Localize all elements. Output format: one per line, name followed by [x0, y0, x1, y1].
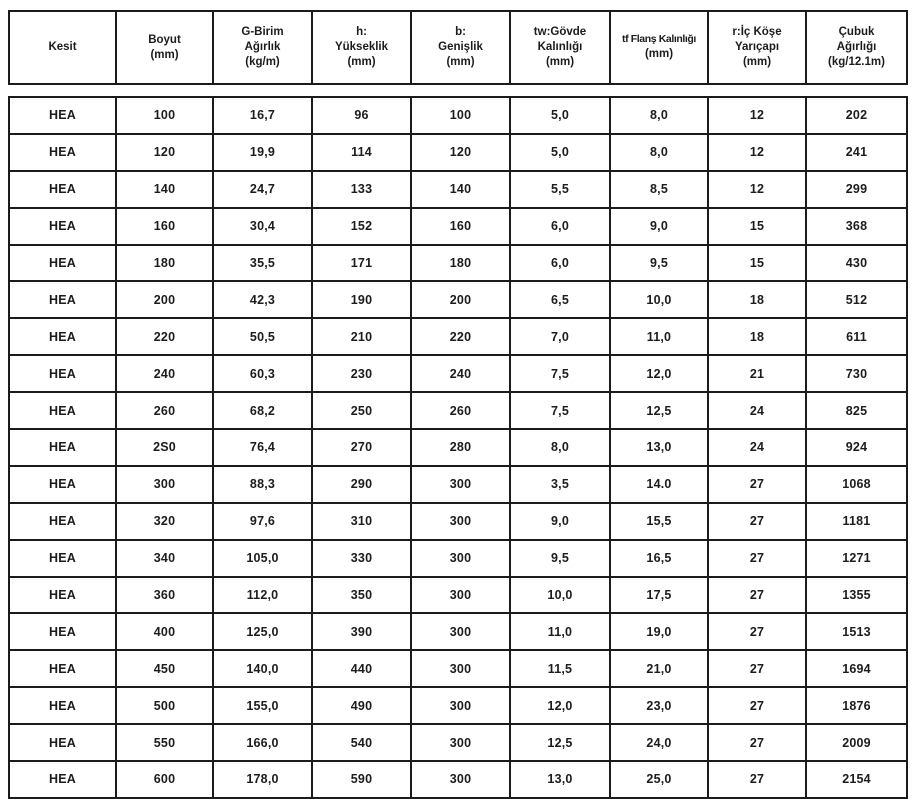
table-cell-g-birim-agirlik: 30,4 — [213, 208, 312, 245]
table-cell-boyut: 550 — [116, 724, 213, 761]
table-cell-g-birim-agirlik: 105,0 — [213, 540, 312, 577]
column-header-tf-flans-kalinligi — [610, 11, 708, 84]
table-cell-h-yukseklik: 96 — [312, 97, 411, 134]
table-row — [9, 392, 907, 429]
column-header-line: (mm) — [644, 47, 674, 60]
column-header-line: tw:Gövde — [533, 26, 587, 39]
table-cell-cubuk-agirligi: 1068 — [806, 466, 907, 503]
table-cell-cubuk-agirligi: 924 — [806, 429, 907, 466]
table-cell-g-birim-agirlik: 68,2 — [213, 392, 312, 429]
table-cell-g-birim-agirlik: 60,3 — [213, 355, 312, 392]
table-cell-r-ic-kose-yaricapi: 24 — [708, 392, 806, 429]
table-cell-tw-govde-kalinligi: 7,5 — [510, 355, 610, 392]
data-table-body — [9, 97, 907, 798]
column-header-h-yukseklik — [312, 11, 411, 84]
column-header-line: Ağırlığı — [836, 41, 877, 54]
table-row — [9, 134, 907, 171]
column-header-line: G-Birim — [241, 26, 284, 39]
table-cell-kesit: HEA — [9, 761, 116, 798]
table-cell-boyut: 260 — [116, 392, 213, 429]
column-header-line: Genişlik — [438, 41, 483, 54]
table-cell-tf-flans-kalinligi: 12,5 — [610, 392, 708, 429]
table-cell-tw-govde-kalinligi: 6,0 — [510, 208, 610, 245]
table-cell-tf-flans-kalinligi: 24,0 — [610, 724, 708, 761]
table-cell-cubuk-agirligi: 202 — [806, 97, 907, 134]
table-cell-h-yukseklik: 490 — [312, 687, 411, 724]
table-row — [9, 171, 907, 208]
table-cell-tf-flans-kalinligi: 8,0 — [610, 134, 708, 171]
table-row — [9, 503, 907, 540]
column-header-b-genislik — [411, 11, 510, 84]
table-cell-g-birim-agirlik: 88,3 — [213, 466, 312, 503]
table-cell-r-ic-kose-yaricapi: 27 — [708, 687, 806, 724]
table-cell-b-genislik: 240 — [411, 355, 510, 392]
table-cell-g-birim-agirlik: 42,3 — [213, 281, 312, 318]
table-cell-b-genislik: 300 — [411, 687, 510, 724]
table-cell-g-birim-agirlik: 35,5 — [213, 245, 312, 282]
table-cell-r-ic-kose-yaricapi: 12 — [708, 134, 806, 171]
table-cell-boyut: 200 — [116, 281, 213, 318]
column-header-line: Yükseklik — [334, 41, 389, 54]
table-row — [9, 687, 907, 724]
column-header-line: h: — [356, 26, 367, 39]
table-cell-kesit: HEA — [9, 577, 116, 614]
column-header-line: (kg/m) — [245, 55, 280, 68]
table-row — [9, 577, 907, 614]
table-cell-tf-flans-kalinligi: 9,0 — [610, 208, 708, 245]
table-cell-cubuk-agirligi: 2009 — [806, 724, 907, 761]
table-cell-tw-govde-kalinligi: 7,0 — [510, 318, 610, 355]
column-header-line: Yarıçapı — [734, 41, 780, 54]
table-cell-r-ic-kose-yaricapi: 27 — [708, 724, 806, 761]
table-cell-cubuk-agirligi: 1513 — [806, 613, 907, 650]
table-row — [9, 355, 907, 392]
table-cell-cubuk-agirligi: 1694 — [806, 650, 907, 687]
table-cell-h-yukseklik: 250 — [312, 392, 411, 429]
column-header-tw-govde-kalinligi — [510, 11, 610, 84]
table-row — [9, 208, 907, 245]
table-cell-b-genislik: 300 — [411, 761, 510, 798]
table-cell-tf-flans-kalinligi: 19,0 — [610, 613, 708, 650]
table-cell-g-birim-agirlik: 50,5 — [213, 318, 312, 355]
table-cell-h-yukseklik: 210 — [312, 318, 411, 355]
table-row — [9, 97, 907, 134]
table-cell-b-genislik: 300 — [411, 577, 510, 614]
table-cell-kesit: HEA — [9, 613, 116, 650]
column-header-line: (kg/12.1m) — [828, 55, 885, 68]
table-cell-tf-flans-kalinligi: 17,5 — [610, 577, 708, 614]
table-cell-boyut: 100 — [116, 97, 213, 134]
column-header-line: r:İç Köşe — [732, 26, 782, 39]
table-cell-kesit: HEA — [9, 466, 116, 503]
table-cell-tf-flans-kalinligi: 21,0 — [610, 650, 708, 687]
column-header-line: Kalınlığı — [537, 41, 583, 54]
table-cell-g-birim-agirlik: 19,9 — [213, 134, 312, 171]
table-cell-cubuk-agirligi: 368 — [806, 208, 907, 245]
column-header-line: tf Flanş Kalınlığı — [622, 33, 696, 46]
table-cell-b-genislik: 300 — [411, 650, 510, 687]
table-cell-b-genislik: 160 — [411, 208, 510, 245]
table-cell-cubuk-agirligi: 241 — [806, 134, 907, 171]
table-cell-cubuk-agirligi: 1876 — [806, 687, 907, 724]
table-cell-h-yukseklik: 133 — [312, 171, 411, 208]
column-header-line: Boyut — [148, 33, 181, 46]
table-cell-tw-govde-kalinligi: 12,5 — [510, 724, 610, 761]
table-cell-boyut: 400 — [116, 613, 213, 650]
table-cell-cubuk-agirligi: 2154 — [806, 761, 907, 798]
table-cell-b-genislik: 140 — [411, 171, 510, 208]
table-cell-boyut: 180 — [116, 245, 213, 282]
data-table — [8, 96, 908, 799]
table-cell-tw-govde-kalinligi: 7,5 — [510, 392, 610, 429]
table-cell-boyut: 140 — [116, 171, 213, 208]
table-cell-boyut: 240 — [116, 355, 213, 392]
table-row — [9, 466, 907, 503]
table-cell-b-genislik: 300 — [411, 613, 510, 650]
table-cell-kesit: HEA — [9, 355, 116, 392]
table-row — [9, 724, 907, 761]
table-cell-kesit: HEA — [9, 208, 116, 245]
table-cell-tw-govde-kalinligi: 10,0 — [510, 577, 610, 614]
table-cell-tf-flans-kalinligi: 12,0 — [610, 355, 708, 392]
table-cell-boyut: 2S0 — [116, 429, 213, 466]
header-table — [8, 10, 908, 85]
table-cell-tf-flans-kalinligi: 13,0 — [610, 429, 708, 466]
table-cell-tf-flans-kalinligi: 25,0 — [610, 761, 708, 798]
table-cell-g-birim-agirlik: 24,7 — [213, 171, 312, 208]
column-header-line: (mm) — [742, 55, 772, 68]
table-cell-cubuk-agirligi: 299 — [806, 171, 907, 208]
table-cell-g-birim-agirlik: 166,0 — [213, 724, 312, 761]
table-cell-boyut: 450 — [116, 650, 213, 687]
table-cell-tf-flans-kalinligi: 15,5 — [610, 503, 708, 540]
table-cell-tf-flans-kalinligi: 14.0 — [610, 466, 708, 503]
table-cell-h-yukseklik: 540 — [312, 724, 411, 761]
table-cell-b-genislik: 300 — [411, 466, 510, 503]
table-cell-r-ic-kose-yaricapi: 27 — [708, 503, 806, 540]
table-cell-h-yukseklik: 230 — [312, 355, 411, 392]
table-cell-boyut: 120 — [116, 134, 213, 171]
table-row — [9, 613, 907, 650]
table-cell-r-ic-kose-yaricapi: 27 — [708, 613, 806, 650]
table-cell-r-ic-kose-yaricapi: 18 — [708, 281, 806, 318]
column-header-line: (mm) — [545, 55, 575, 68]
table-cell-h-yukseklik: 350 — [312, 577, 411, 614]
table-cell-b-genislik: 300 — [411, 540, 510, 577]
table-cell-tw-govde-kalinligi: 12,0 — [510, 687, 610, 724]
table-cell-g-birim-agirlik: 76,4 — [213, 429, 312, 466]
table-cell-boyut: 340 — [116, 540, 213, 577]
table-cell-kesit: HEA — [9, 134, 116, 171]
table-cell-h-yukseklik: 330 — [312, 540, 411, 577]
table-cell-cubuk-agirligi: 730 — [806, 355, 907, 392]
table-cell-h-yukseklik: 390 — [312, 613, 411, 650]
table-cell-boyut: 500 — [116, 687, 213, 724]
table-row — [9, 429, 907, 466]
table-cell-r-ic-kose-yaricapi: 18 — [708, 318, 806, 355]
table-cell-kesit: HEA — [9, 503, 116, 540]
table-cell-b-genislik: 100 — [411, 97, 510, 134]
table-cell-tw-govde-kalinligi: 3,5 — [510, 466, 610, 503]
table-cell-boyut: 300 — [116, 466, 213, 503]
column-header-line: Kesit — [48, 41, 77, 54]
table-cell-r-ic-kose-yaricapi: 27 — [708, 761, 806, 798]
table-cell-r-ic-kose-yaricapi: 27 — [708, 466, 806, 503]
table-cell-r-ic-kose-yaricapi: 12 — [708, 97, 806, 134]
table-cell-tf-flans-kalinligi: 23,0 — [610, 687, 708, 724]
table-cell-kesit: HEA — [9, 318, 116, 355]
table-cell-kesit: HEA — [9, 429, 116, 466]
table-cell-kesit: HEA — [9, 392, 116, 429]
table-cell-h-yukseklik: 590 — [312, 761, 411, 798]
column-header-line: b: — [455, 26, 466, 39]
table-cell-kesit: HEA — [9, 687, 116, 724]
table-cell-r-ic-kose-yaricapi: 27 — [708, 540, 806, 577]
table-row — [9, 318, 907, 355]
table-cell-tw-govde-kalinligi: 5,5 — [510, 171, 610, 208]
table-cell-h-yukseklik: 190 — [312, 281, 411, 318]
table-cell-g-birim-agirlik: 16,7 — [213, 97, 312, 134]
table-cell-cubuk-agirligi: 1271 — [806, 540, 907, 577]
column-header-g-birim-agirlik — [213, 11, 312, 84]
table-cell-kesit: HEA — [9, 281, 116, 318]
table-cell-cubuk-agirligi: 611 — [806, 318, 907, 355]
column-header-cubuk-agirligi — [806, 11, 907, 84]
table-cell-kesit: HEA — [9, 245, 116, 282]
column-header-kesit — [9, 11, 116, 84]
table-cell-tw-govde-kalinligi: 13,0 — [510, 761, 610, 798]
column-header-line: (mm) — [446, 55, 475, 68]
table-row — [9, 245, 907, 282]
table-cell-b-genislik: 120 — [411, 134, 510, 171]
table-cell-r-ic-kose-yaricapi: 15 — [708, 208, 806, 245]
header-row — [9, 11, 907, 84]
table-cell-boyut: 600 — [116, 761, 213, 798]
table-cell-tf-flans-kalinligi: 16,5 — [610, 540, 708, 577]
table-cell-cubuk-agirligi: 512 — [806, 281, 907, 318]
table-row — [9, 540, 907, 577]
table-row — [9, 281, 907, 318]
table-cell-h-yukseklik: 152 — [312, 208, 411, 245]
table-cell-tw-govde-kalinligi: 5,0 — [510, 97, 610, 134]
table-cell-tf-flans-kalinligi: 11,0 — [610, 318, 708, 355]
table-cell-b-genislik: 260 — [411, 392, 510, 429]
table-cell-r-ic-kose-yaricapi: 27 — [708, 577, 806, 614]
table-cell-h-yukseklik: 440 — [312, 650, 411, 687]
table-cell-boyut: 320 — [116, 503, 213, 540]
table-cell-cubuk-agirligi: 1181 — [806, 503, 907, 540]
table-cell-h-yukseklik: 270 — [312, 429, 411, 466]
table-cell-tf-flans-kalinligi: 9,5 — [610, 245, 708, 282]
table-cell-cubuk-agirligi: 1355 — [806, 577, 907, 614]
table-cell-tf-flans-kalinligi: 8,0 — [610, 97, 708, 134]
table-cell-tw-govde-kalinligi: 6,0 — [510, 245, 610, 282]
table-cell-g-birim-agirlik: 125,0 — [213, 613, 312, 650]
table-cell-g-birim-agirlik: 178,0 — [213, 761, 312, 798]
table-cell-cubuk-agirligi: 430 — [806, 245, 907, 282]
table-cell-h-yukseklik: 310 — [312, 503, 411, 540]
table-cell-g-birim-agirlik: 97,6 — [213, 503, 312, 540]
table-cell-tw-govde-kalinligi: 11,5 — [510, 650, 610, 687]
table-cell-b-genislik: 280 — [411, 429, 510, 466]
table-cell-kesit: HEA — [9, 724, 116, 761]
table-cell-tw-govde-kalinligi: 5,0 — [510, 134, 610, 171]
column-header-line: (mm) — [150, 48, 179, 61]
column-header-line: Ağırlık — [244, 41, 281, 54]
table-row — [9, 761, 907, 798]
table-cell-tf-flans-kalinligi: 8,5 — [610, 171, 708, 208]
table-cell-b-genislik: 300 — [411, 724, 510, 761]
table-cell-r-ic-kose-yaricapi: 12 — [708, 171, 806, 208]
table-cell-boyut: 360 — [116, 577, 213, 614]
table-cell-boyut: 160 — [116, 208, 213, 245]
table-cell-kesit: HEA — [9, 171, 116, 208]
table-cell-kesit: HEA — [9, 97, 116, 134]
table-cell-tw-govde-kalinligi: 8,0 — [510, 429, 610, 466]
table-cell-r-ic-kose-yaricapi: 21 — [708, 355, 806, 392]
table-row — [9, 650, 907, 687]
table-cell-h-yukseklik: 171 — [312, 245, 411, 282]
table-cell-tf-flans-kalinligi: 10,0 — [610, 281, 708, 318]
table-cell-r-ic-kose-yaricapi: 27 — [708, 650, 806, 687]
column-header-r-ic-kose-yaricapi — [708, 11, 806, 84]
table-cell-b-genislik: 180 — [411, 245, 510, 282]
table-cell-h-yukseklik: 290 — [312, 466, 411, 503]
table-cell-cubuk-agirligi: 825 — [806, 392, 907, 429]
table-cell-kesit: HEA — [9, 650, 116, 687]
table-cell-tw-govde-kalinligi: 9,0 — [510, 503, 610, 540]
column-header-line: Çubuk — [838, 26, 875, 39]
table-cell-b-genislik: 220 — [411, 318, 510, 355]
table-cell-tw-govde-kalinligi: 11,0 — [510, 613, 610, 650]
table-cell-g-birim-agirlik: 140,0 — [213, 650, 312, 687]
table-cell-b-genislik: 300 — [411, 503, 510, 540]
table-cell-b-genislik: 200 — [411, 281, 510, 318]
table-cell-tw-govde-kalinligi: 9,5 — [510, 540, 610, 577]
table-cell-tw-govde-kalinligi: 6,5 — [510, 281, 610, 318]
header-body-gap — [8, 85, 906, 96]
table-cell-g-birim-agirlik: 112,0 — [213, 577, 312, 614]
table-cell-h-yukseklik: 114 — [312, 134, 411, 171]
table-cell-r-ic-kose-yaricapi: 15 — [708, 245, 806, 282]
table-cell-kesit: HEA — [9, 540, 116, 577]
table-cell-r-ic-kose-yaricapi: 24 — [708, 429, 806, 466]
table-cell-g-birim-agirlik: 155,0 — [213, 687, 312, 724]
table-cell-boyut: 220 — [116, 318, 213, 355]
column-header-line: (mm) — [347, 55, 376, 68]
column-header-boyut — [116, 11, 213, 84]
